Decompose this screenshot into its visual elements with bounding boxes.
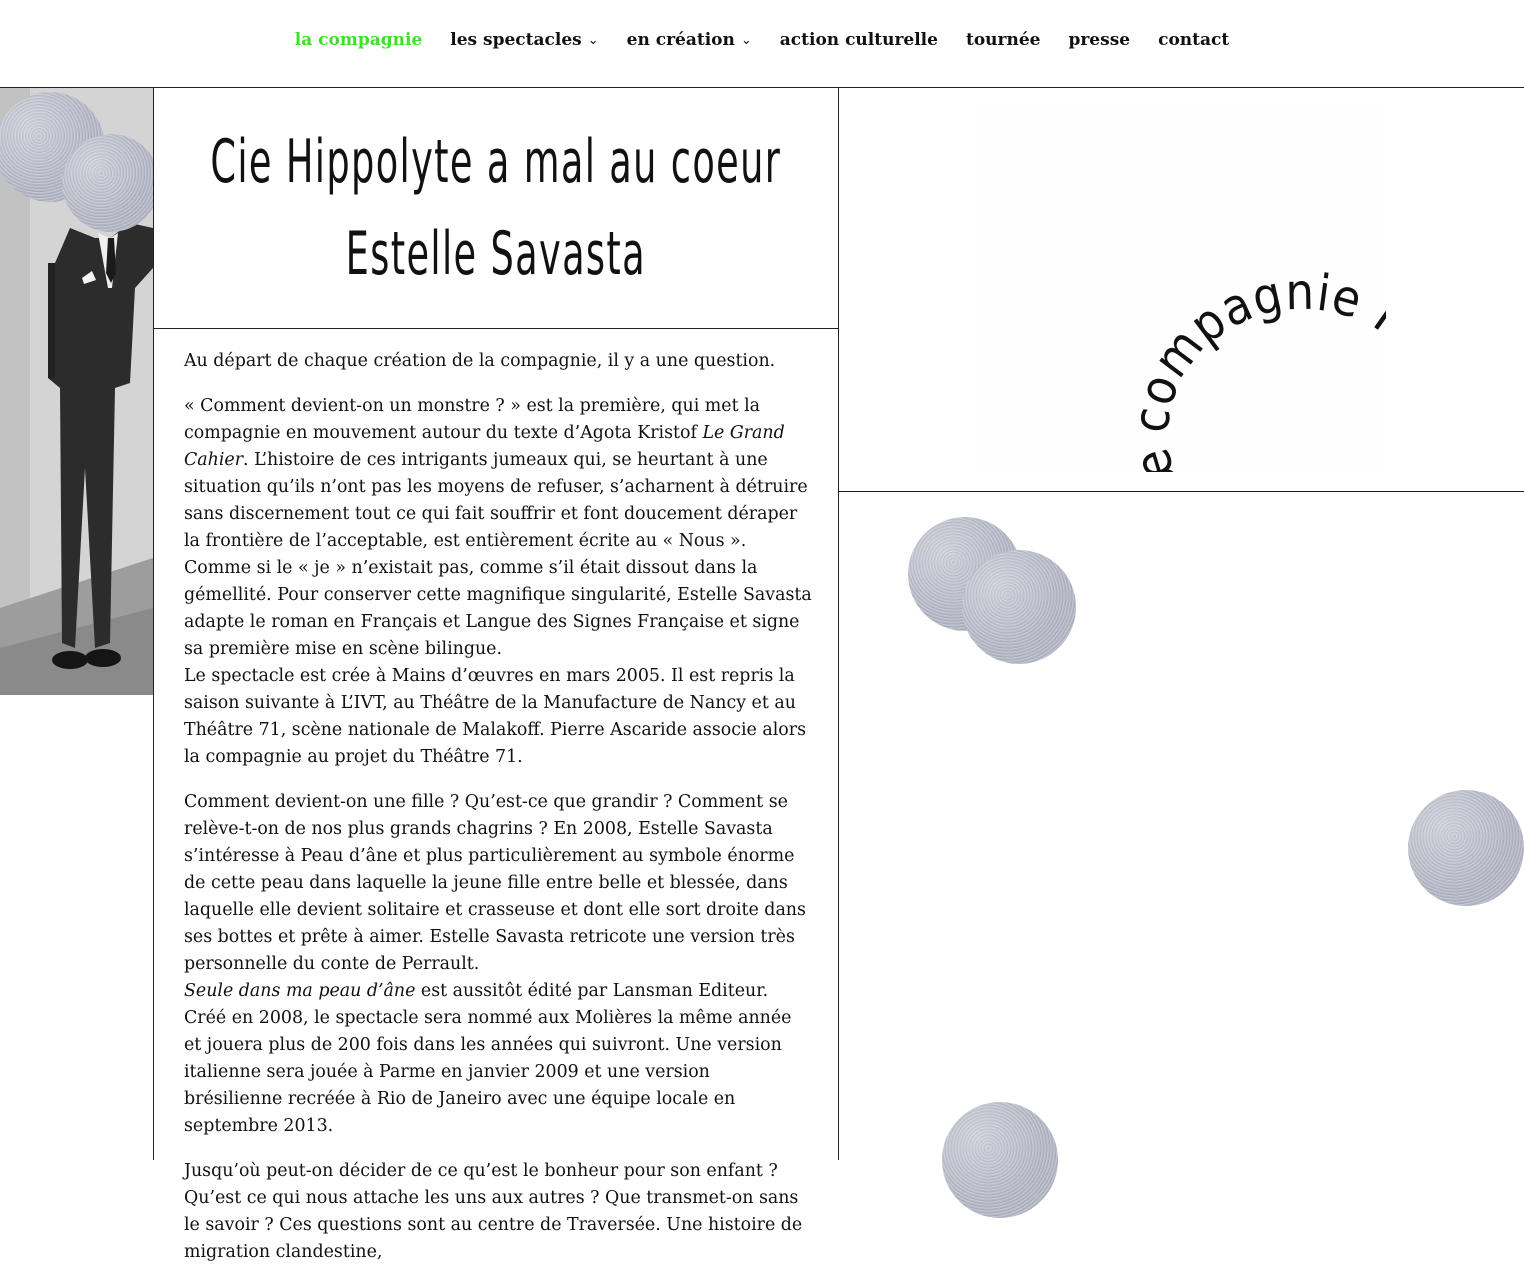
logo-divider (839, 491, 1524, 492)
logo-text: compagnie (1121, 262, 1370, 436)
text-segment: « Comment devient-on un monstre ? » est la première, qui met la compagnie en mouvement autour du texte d’Agota Kristof (184, 396, 761, 443)
nav-item-label: les spectacles (450, 30, 582, 50)
work-title: Le Grand Cahier (184, 423, 785, 470)
man-in-suit-photo (0, 88, 153, 695)
paragraph-traversee: Jusqu’où peut-on décider de ce qu’est le bonheur pour son enfant ? Qu’est ce qui nous attache les uns aux autres ? Que transmet-on sans le savoir ? Ces questions sont au centre de Traversée. Une histoire de migration clandestine, (184, 1161, 803, 1262)
glitter-dot-decoration (62, 134, 153, 232)
text-segment: est aussitôt édité par Lansman Editeur. Créé en 2008, le spectacle sera nommé aux Molières la même année et jouera plus de 200 fois dans les années qui suivront. Une version italienne sera jouée à Parme en janvier 2009 et une version brésilienne recréée à Rio de Janeiro avec une équipe locale en septembre 2013. (184, 981, 792, 1136)
nav-item-label: en création (626, 30, 735, 50)
page-title (154, 88, 838, 328)
nav-item-en-creation[interactable] (613, 30, 766, 50)
company-title: Cie Hippolyte a mal au coeur (210, 127, 782, 197)
main-navigation (0, 30, 1524, 50)
text-segment: . L’histoire de ces intrigants jumeaux qui, se heurtant à une situation qu’ils n’ont pas les moyens de refuser, s’acharnent à détruire sans discernement tout ce qui fait souffrir et font doucement déraper la frontière de l’acceptable, est entièrement écrite au « Nous ». Comme si le « je » n’existait pas, comme s’il était dissout dans la gémellité. Pour conserver cette magnifique singularité, Estelle Savasta adapte le roman en Français et Langue des Signes Française et signe sa première mise en scène bilingue. (184, 450, 812, 659)
nav-item-presse[interactable]: presse (1068, 30, 1131, 50)
work-title: Seule dans ma peau d’âne (184, 981, 416, 1001)
nav-item-les-spectacles[interactable] (436, 30, 612, 50)
text-segment: Le spectacle est crée à Mains d’œuvres en mars 2005. Il est repris la saison suivante à L’IVT, au Théâtre de la Manufacture de Nancy et au Théâtre 71, scène nationale de Malakoff. Pierre Ascaride associe alors la compagnie au projet du Théâtre 71. (184, 666, 807, 767)
glitter-dot-decoration (1408, 790, 1524, 906)
paragraph-grand-cahier (184, 393, 812, 771)
author-title: Estelle Savasta (345, 219, 647, 289)
glitter-dot-decoration (962, 550, 1076, 664)
title-divider (153, 328, 839, 329)
svg-text:compagnie Hippolyte a mal au c (978, 104, 1386, 472)
column-divider (838, 88, 839, 1160)
company-description (184, 348, 812, 1284)
glitter-dot-decoration (942, 1102, 1058, 1218)
paragraph-peau-dane (184, 789, 812, 1140)
text-segment: Comment devient-on une fille ? Qu’est-ce que grandir ? Comment se relève-t-on de nos plus grands chagrins ? En 2008, Estelle Savasta s’intéresse à Peau d’âne et plus particulièrement au symbole énorme de cette peau dans laquelle la jeune fille entre belle et blessée, dans laquelle elle devient solitaire et crasseuse et dont elle sort droite dans ses bottes et prête à aimer. Estelle Savasta retricote une version très personnelle du conte de Perrault. (184, 792, 806, 974)
site-header (0, 0, 1524, 88)
text-line (184, 978, 812, 1140)
nav-item-tournee[interactable]: tournée (965, 30, 1041, 50)
chevron-down-icon: ⌄ (740, 33, 752, 48)
nav-item-action-culturelle[interactable]: action culturelle (779, 30, 938, 50)
company-logo (978, 104, 1386, 472)
nav-item-la-compagnie[interactable]: la compagnie (294, 30, 423, 50)
paragraph-intro: Au départ de chaque création de la compagnie, il y a une question. (184, 351, 776, 371)
nav-item-contact[interactable]: contact (1158, 30, 1230, 50)
chevron-down-icon: ⌄ (587, 33, 599, 48)
circular-logo-text (978, 104, 1386, 472)
